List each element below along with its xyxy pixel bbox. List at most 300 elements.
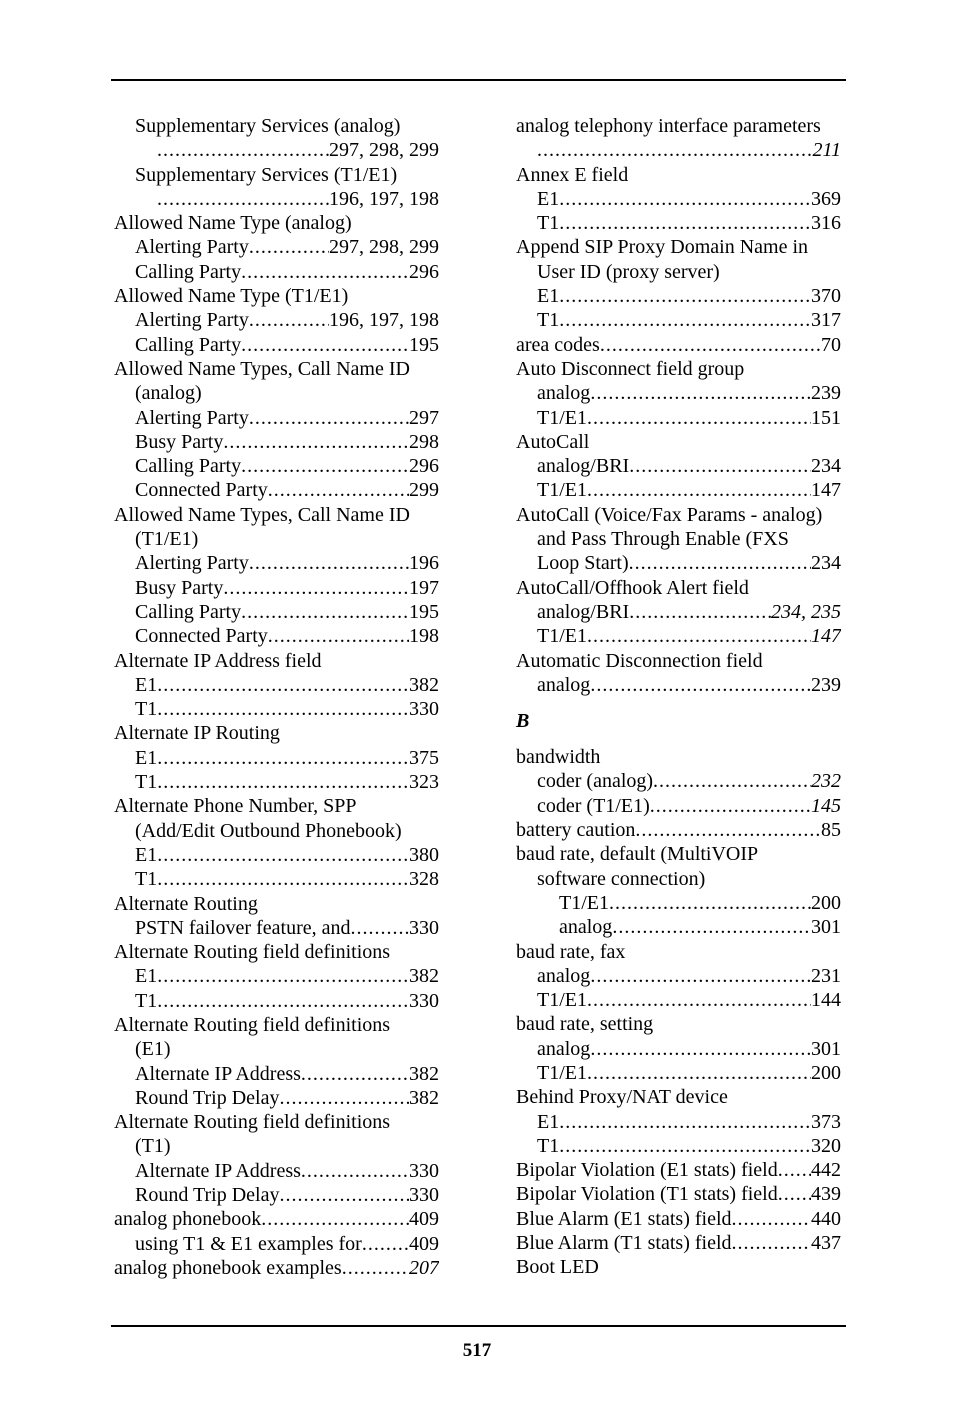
index-term: analog/BRI	[537, 600, 630, 623]
dot-leader	[223, 576, 409, 600]
index-entry	[114, 770, 439, 794]
dot-leader	[629, 600, 771, 624]
page-reference: 382	[409, 965, 439, 988]
index-entry	[516, 624, 841, 648]
index-term: Alternate IP Routing	[114, 722, 280, 745]
index-entry	[114, 916, 439, 940]
page-reference: 296	[409, 455, 439, 478]
index-term: T1/E1	[537, 1061, 587, 1084]
index-entry	[516, 964, 841, 988]
index-entry	[516, 988, 841, 1012]
index-entry	[114, 1183, 439, 1207]
page-reference: 442	[811, 1159, 841, 1182]
dot-leader	[559, 284, 811, 308]
index-term: T1/E1	[559, 891, 609, 914]
dot-leader	[157, 746, 409, 770]
page-reference: 297, 298, 299	[329, 139, 439, 162]
index-entry	[114, 624, 439, 648]
index-entry	[114, 673, 439, 697]
index-entry	[114, 163, 439, 187]
dot-leader	[559, 187, 811, 211]
index-term: E1	[537, 187, 560, 210]
index-term: Alternate Routing field definitions	[114, 1111, 391, 1134]
page-reference: 330	[409, 1159, 439, 1182]
page-reference: 196	[409, 552, 439, 575]
page-reference: 301	[811, 916, 841, 939]
footer-rule	[111, 1325, 846, 1327]
index-term: area codes	[516, 333, 600, 356]
index-entry	[114, 1110, 439, 1134]
index-entry	[114, 430, 439, 454]
dot-leader	[559, 308, 811, 332]
page-reference: 330	[409, 916, 439, 939]
page-reference: 317	[811, 309, 841, 332]
index-term: analog phonebook	[114, 1208, 262, 1231]
page-reference: 382	[409, 1086, 439, 1109]
page-reference: 316	[811, 212, 841, 235]
index-entry	[114, 600, 439, 624]
index-entry	[114, 381, 439, 405]
index-term: (Add/Edit Outbound Phonebook)	[135, 819, 402, 842]
index-term: Busy Party	[135, 430, 224, 453]
index-term: analog/BRI	[537, 455, 630, 478]
dot-leader	[249, 551, 409, 575]
index-entry	[114, 1134, 439, 1158]
dot-leader	[268, 624, 409, 648]
index-term: User ID (proxy server)	[537, 260, 720, 283]
dot-leader	[157, 843, 409, 867]
dot-leader	[157, 964, 409, 988]
index-term: analog	[537, 964, 591, 987]
index-term: analog	[537, 382, 591, 405]
index-term: Alternate Routing field definitions	[114, 1013, 391, 1036]
page-reference: 200	[811, 891, 841, 914]
index-entry	[516, 527, 841, 551]
index-entry	[114, 940, 439, 964]
index-term: Allowed Name Types, Call Name ID	[114, 503, 410, 526]
page-reference: 380	[409, 843, 439, 866]
index-entry	[114, 138, 439, 162]
index-entry	[114, 746, 439, 770]
page-reference: 296	[409, 260, 439, 283]
index-term: Loop Start)	[537, 552, 629, 575]
page-reference: 211	[812, 139, 841, 162]
index-term: battery caution	[516, 819, 636, 842]
index-term: Round Trip Delay	[135, 1184, 280, 1207]
index-term: Auto Disconnect field group	[516, 357, 745, 380]
index-entry	[114, 843, 439, 867]
index-term: coder (T1/E1)	[537, 794, 650, 817]
index-entry	[516, 842, 841, 866]
index-entry	[516, 381, 841, 405]
dot-leader	[590, 964, 811, 988]
index-entry	[114, 1062, 439, 1086]
index-entry	[114, 333, 439, 357]
index-entry	[516, 673, 841, 697]
index-term: E1	[135, 843, 158, 866]
dot-leader	[778, 1158, 811, 1182]
index-term: Alternate Phone Number, SPP	[114, 795, 357, 818]
dot-leader	[241, 333, 409, 357]
index-term: analog	[537, 1037, 591, 1060]
page-reference: 409	[409, 1208, 439, 1231]
page-reference: 147	[811, 625, 841, 648]
page-reference: 195	[409, 333, 439, 356]
index-entry	[516, 649, 841, 673]
page-reference: 440	[811, 1207, 841, 1230]
index-term: baud rate, fax	[516, 940, 626, 963]
index-entry	[114, 260, 439, 284]
index-term: T1	[135, 698, 158, 721]
index-term: Busy Party	[135, 576, 224, 599]
dot-leader	[612, 915, 811, 939]
index-entry	[114, 964, 439, 988]
index-entry	[516, 1255, 841, 1279]
page-reference: 437	[811, 1232, 841, 1255]
dot-leader	[261, 1207, 409, 1231]
dot-leader	[223, 430, 409, 454]
index-term: Append SIP Proxy Domain Name in	[516, 236, 809, 259]
index-entry	[114, 989, 439, 1013]
index-entry	[516, 503, 841, 527]
index-entry	[114, 235, 439, 259]
dot-leader	[590, 1037, 811, 1061]
dot-leader	[157, 673, 409, 697]
dot-leader	[362, 1232, 409, 1256]
dot-leader	[157, 697, 409, 721]
index-entry	[516, 551, 841, 575]
index-entry	[114, 1232, 439, 1256]
index-entry	[114, 1037, 439, 1061]
index-entry	[516, 454, 841, 478]
page-reference: 207	[409, 1256, 439, 1279]
index-entry	[516, 867, 841, 891]
dot-leader	[241, 454, 409, 478]
dot-leader	[249, 235, 329, 259]
index-term: Alternate IP Address	[135, 1159, 301, 1182]
page-reference: 70	[821, 333, 841, 356]
index-entry	[516, 891, 841, 915]
page-reference: 375	[409, 746, 439, 769]
index-entry	[114, 357, 439, 381]
dot-leader	[600, 333, 821, 357]
dot-leader	[157, 867, 409, 891]
index-term: T1/E1	[537, 625, 587, 648]
index-entry	[114, 892, 439, 916]
header-rule	[111, 79, 846, 81]
index-term: software connection)	[537, 867, 706, 890]
page-reference: 330	[409, 1184, 439, 1207]
index-entry	[516, 1037, 841, 1061]
page-reference: 234	[811, 455, 841, 478]
index-term: Allowed Name Types, Call Name ID	[114, 357, 410, 380]
dot-leader	[279, 1086, 409, 1110]
dot-leader	[629, 551, 811, 575]
page-reference: 197	[409, 576, 439, 599]
index-term: Calling Party	[135, 455, 242, 478]
section-letter: B	[516, 710, 530, 733]
page-reference: 239	[811, 673, 841, 696]
index-entry	[516, 284, 841, 308]
dot-leader	[537, 138, 812, 162]
page-reference: 200	[811, 1061, 841, 1084]
index-term: E1	[537, 285, 560, 308]
index-term: T1	[135, 989, 158, 1012]
page-reference: 298	[409, 430, 439, 453]
page-reference: 196, 197, 198	[329, 309, 439, 332]
dot-leader	[732, 1231, 811, 1255]
page-reference: 145	[811, 794, 841, 817]
index-entry	[114, 308, 439, 332]
dot-leader	[587, 478, 811, 502]
page-reference: 297	[409, 406, 439, 429]
index-entry	[516, 1134, 841, 1158]
dot-leader	[629, 454, 811, 478]
index-entry	[114, 1013, 439, 1037]
index-term: analog telephony interface parameters	[516, 115, 821, 137]
page-reference: 323	[409, 771, 439, 794]
page-reference: 320	[811, 1134, 841, 1157]
index-term: Allowed Name Type (analog)	[114, 212, 352, 235]
page-reference: 198	[409, 625, 439, 648]
page-reference: 301	[811, 1037, 841, 1060]
index-term: (T1/E1)	[135, 528, 199, 551]
index-entry	[516, 600, 841, 624]
index-entry	[516, 187, 841, 211]
index-term: T1	[537, 1134, 560, 1157]
dot-leader	[559, 1110, 811, 1134]
index-entry	[114, 114, 439, 138]
index-term: T1	[135, 868, 158, 891]
index-term: AutoCall (Voice/Fax Params - analog)	[516, 503, 823, 526]
index-entry	[114, 187, 439, 211]
index-term: baud rate, setting	[516, 1013, 654, 1036]
index-term: Calling Party	[135, 260, 242, 283]
index-term: bandwidth	[516, 746, 601, 769]
index-entry	[516, 357, 841, 381]
index-term: Alternate Routing	[114, 892, 258, 915]
index-entry	[516, 1158, 841, 1182]
index-entry	[114, 819, 439, 843]
dot-leader	[157, 187, 329, 211]
index-entry	[516, 260, 841, 284]
dot-leader	[653, 769, 811, 793]
index-entry	[516, 114, 841, 138]
page-reference: 299	[409, 479, 439, 502]
index-entry	[114, 576, 439, 600]
index-term: (T1)	[135, 1135, 171, 1158]
index-entry	[114, 284, 439, 308]
index-term: T1	[537, 212, 560, 235]
page-reference: 382	[409, 1062, 439, 1085]
dot-leader	[241, 260, 409, 284]
index-term: T1	[537, 309, 560, 332]
dot-leader	[350, 916, 409, 940]
index-term: baud rate, default (MultiVOIP	[516, 843, 759, 866]
dot-leader	[157, 770, 409, 794]
page-reference: 373	[811, 1110, 841, 1133]
index-term: Supplementary Services (T1/E1)	[135, 163, 398, 186]
dot-leader	[732, 1207, 811, 1231]
index-term: (analog)	[135, 382, 202, 405]
index-entry	[516, 163, 841, 187]
index-entry	[516, 576, 841, 600]
dot-leader	[587, 406, 811, 430]
index-entry	[516, 406, 841, 430]
dot-leader	[609, 891, 811, 915]
dot-leader	[342, 1256, 409, 1280]
index-entry	[516, 818, 841, 842]
index-term: Supplementary Services (analog)	[135, 115, 401, 137]
index-term: AutoCall	[516, 430, 590, 453]
page-reference: 85	[821, 819, 841, 842]
index-entry	[516, 430, 841, 454]
page-reference: 409	[409, 1232, 439, 1255]
index-entry	[516, 1085, 841, 1109]
index-term: Round Trip Delay	[135, 1086, 280, 1109]
index-term: coder (analog)	[537, 770, 654, 793]
dot-leader	[590, 673, 811, 697]
index-term: Annex E field	[516, 163, 629, 186]
index-column-left	[114, 114, 439, 1280]
index-entry	[516, 745, 841, 769]
index-term: (E1)	[135, 1038, 171, 1061]
index-column-right	[516, 114, 841, 1280]
page-reference: 297, 298, 299	[329, 236, 439, 259]
index-entry	[516, 211, 841, 235]
dot-leader	[559, 1134, 811, 1158]
page-reference: 234, 235	[771, 600, 841, 623]
index-term: Blue Alarm (E1 stats) field	[516, 1207, 732, 1230]
index-entry	[114, 406, 439, 430]
index-term: Boot LED	[516, 1256, 599, 1279]
index-entry	[516, 235, 841, 259]
index-term: and Pass Through Enable (FXS	[537, 528, 789, 551]
index-entry	[516, 1207, 841, 1231]
index-entry	[114, 1159, 439, 1183]
index-entry	[114, 867, 439, 891]
dot-leader	[559, 211, 811, 235]
index-entry	[516, 333, 841, 357]
index-entry	[114, 454, 439, 478]
index-term: Alerting Party	[135, 406, 249, 429]
index-term: Alerting Party	[135, 309, 249, 332]
page-number: 517	[462, 1340, 492, 1361]
index-term: T1/E1	[537, 989, 587, 1012]
index-term: E1	[537, 1110, 560, 1133]
index-term: Calling Party	[135, 600, 242, 623]
page-reference: 239	[811, 382, 841, 405]
dot-leader	[587, 624, 811, 648]
page-reference: 151	[811, 406, 841, 429]
index-term: Behind Proxy/NAT device	[516, 1086, 728, 1109]
index-entry	[114, 1256, 439, 1280]
index-entry	[114, 1086, 439, 1110]
dot-leader	[249, 406, 409, 430]
dot-leader	[301, 1062, 409, 1086]
index-term: Automatic Disconnection field	[516, 649, 763, 672]
page-reference: 231	[811, 964, 841, 987]
index-term: E1	[135, 673, 158, 696]
index-entry	[516, 1012, 841, 1036]
index-term: Blue Alarm (T1 stats) field	[516, 1232, 732, 1255]
index-entry	[516, 794, 841, 818]
index-entry	[516, 1182, 841, 1206]
page-reference: 330	[409, 989, 439, 1012]
index-entry	[114, 211, 439, 235]
index-entry	[114, 478, 439, 502]
dot-leader	[587, 988, 811, 1012]
index-entry	[516, 478, 841, 502]
dot-leader	[590, 381, 811, 405]
index-term: Alternate Routing field definitions	[114, 941, 391, 964]
dot-leader	[650, 794, 811, 818]
dot-leader	[635, 818, 821, 842]
index-term: Alternate IP Address field	[114, 649, 322, 672]
dot-leader	[778, 1182, 811, 1206]
page-reference: 195	[409, 600, 439, 623]
dot-leader	[301, 1159, 409, 1183]
page-reference: 144	[811, 989, 841, 1012]
page-reference: 234	[811, 552, 841, 575]
index-term: PSTN failover feature, and	[135, 916, 351, 939]
dot-leader	[157, 989, 409, 1013]
index-term: Alternate IP Address	[135, 1062, 301, 1085]
index-term: T1	[135, 771, 158, 794]
index-entry	[516, 308, 841, 332]
page-reference: 328	[409, 868, 439, 891]
index-term: analog	[537, 673, 591, 696]
index-term: analog	[559, 916, 613, 939]
dot-leader	[241, 600, 409, 624]
page-reference: 330	[409, 698, 439, 721]
index-entry	[114, 649, 439, 673]
index-entry	[516, 1231, 841, 1255]
index-term: Connected Party	[135, 625, 268, 648]
index-term: E1	[135, 965, 158, 988]
dot-leader	[268, 478, 409, 502]
index-term: analog phonebook examples	[114, 1256, 342, 1279]
index-entry	[114, 697, 439, 721]
page-reference: 369	[811, 187, 841, 210]
index-term: Bipolar Violation (E1 stats) field	[516, 1159, 778, 1182]
page-reference: 147	[811, 479, 841, 502]
index-term: AutoCall/Offhook Alert field	[516, 576, 749, 599]
index-term: Bipolar Violation (T1 stats) field	[516, 1183, 778, 1206]
page-reference: 382	[409, 673, 439, 696]
index-entry	[114, 1207, 439, 1231]
index-entry	[516, 138, 841, 162]
index-term: Connected Party	[135, 479, 268, 502]
index-entry	[516, 1061, 841, 1085]
index-term: Alerting Party	[135, 552, 249, 575]
page-reference: 439	[811, 1183, 841, 1206]
index-term: E1	[135, 746, 158, 769]
page-reference: 370	[811, 285, 841, 308]
dot-leader	[279, 1183, 409, 1207]
index-term: T1/E1	[537, 479, 587, 502]
index-term: using T1 & E1 examples for	[135, 1232, 362, 1255]
index-entry	[114, 503, 439, 527]
index-entry	[516, 940, 841, 964]
dot-leader	[157, 138, 329, 162]
index-entry	[114, 527, 439, 551]
index-entry	[516, 915, 841, 939]
index-entry	[114, 721, 439, 745]
index-term: Calling Party	[135, 333, 242, 356]
index-term: T1/E1	[537, 406, 587, 429]
index-term: Allowed Name Type (T1/E1)	[114, 285, 349, 308]
